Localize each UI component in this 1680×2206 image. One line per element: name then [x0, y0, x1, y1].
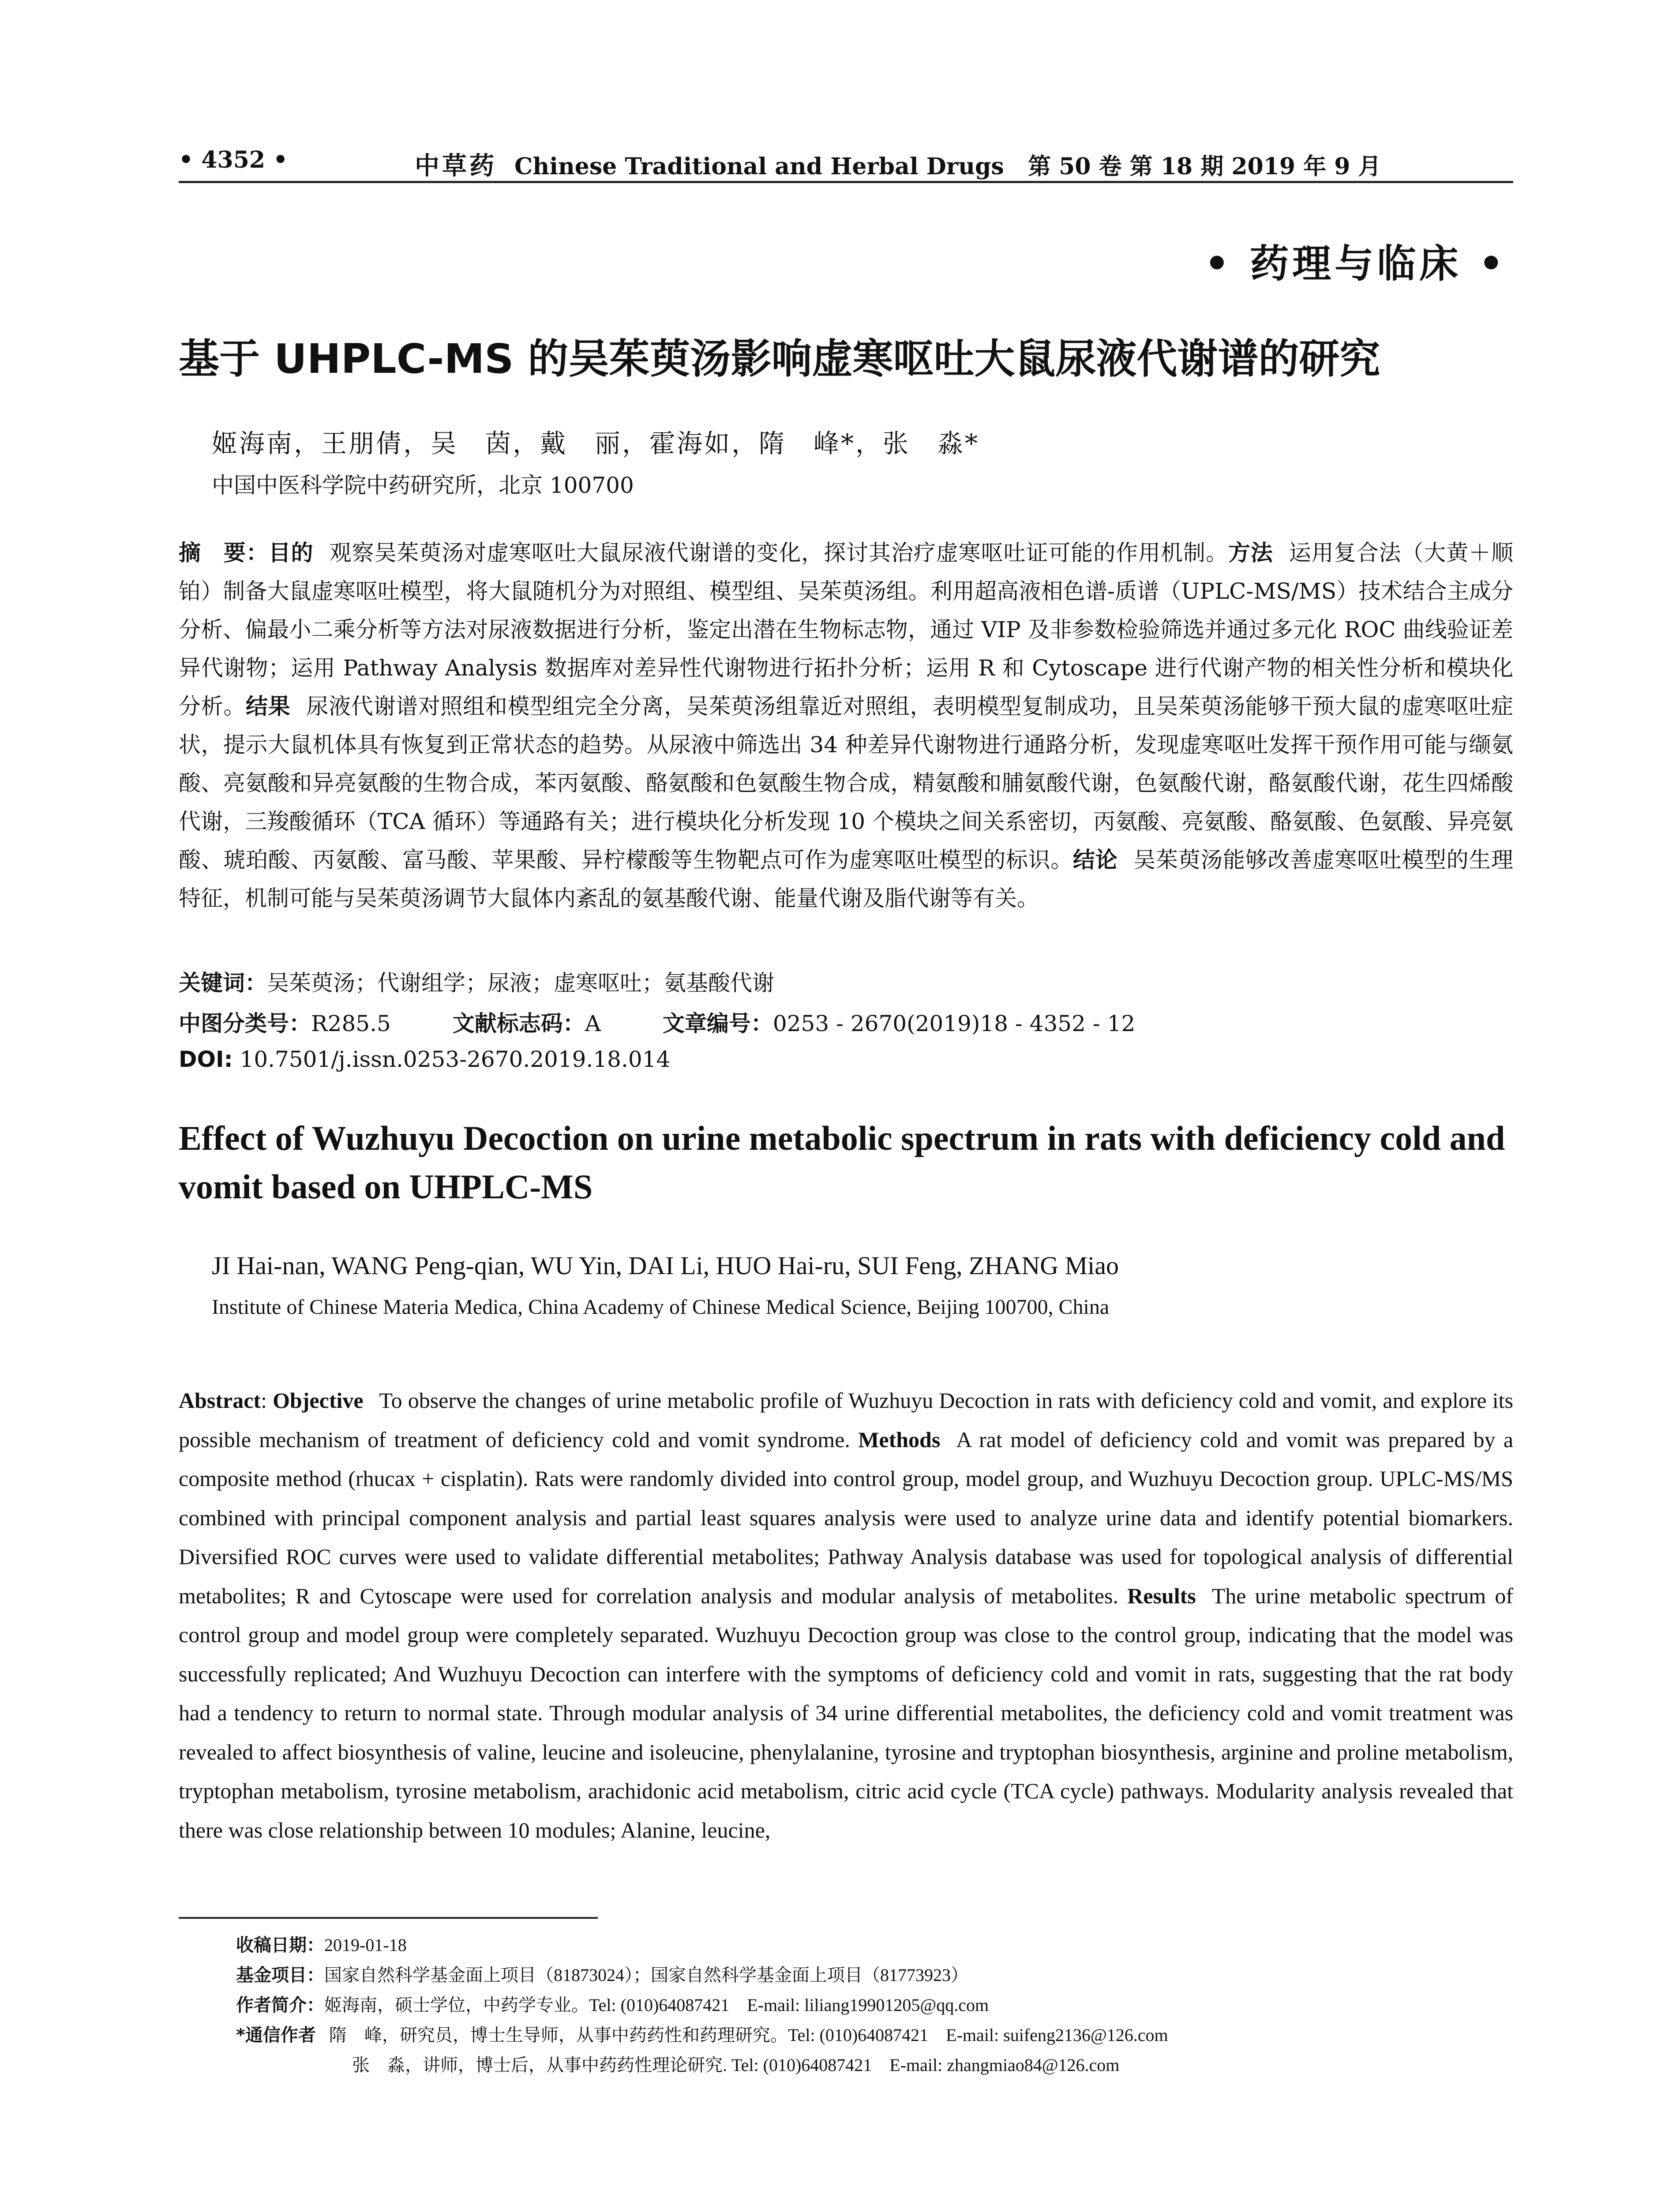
issue-info: 第 50 卷 第 18 期 2019 年 9 月: [1028, 153, 1381, 180]
classification-line: [179, 1006, 1135, 1038]
doi-line: [179, 1047, 670, 1072]
objective-en: To observe the changes of urine metabolic profile of Wuzhuyu Decoction in rats with deficiency cold and vomit, and explore its possible mechanism of treatment of deficiency cold and vomit syndrome.: [179, 1388, 1513, 1452]
footnote-corresponding-2: [236, 2050, 1168, 2080]
doi-label: DOI:: [179, 1047, 233, 1072]
fund-text: 国家自然科学基金面上项目（81873024）；国家自然科学基金面上项目（81773923）: [324, 1965, 968, 1985]
objective-cn: 观察吴茱萸汤对虚寒呕吐大鼠尿液代谢谱的变化，探讨其治疗虚寒呕吐证可能的作用机制。: [329, 540, 1228, 566]
keywords-cn: [179, 965, 774, 997]
bio-label: 作者简介：: [236, 1995, 324, 2015]
bio-text: 姬海南，硕士学位，中药学专业。Tel: (010)64087421 E-mail: liliang19901205@qq.com: [324, 1995, 989, 2015]
article-number-label: 文章编号：: [662, 1011, 773, 1036]
abstract-en: Abstract: Objective To observe the changes of urine metabolic profile of Wuzhuyu Decoction in rats with deficiency cold and vomit, and explore its possible mechanism of treatment of deficiency cold and vomit syndrome. Methods A rat model of deficiency cold and vomit was prepared by a composite method (rhucax + cisplatin). Rats were randomly divided into control group, model group, and Wuzhuyu Decoction group. UPLC-MS/MS combined with principal component analysis and partial least squares analysis were used to analyze urine data and identify potential biomarkers. Diversified ROC curves were used to validate differential metabolites; Pathway Analysis database was used for topological analysis of differential metabolites; R and Cytoscape were used for correlation analysis and modular analysis of metabolites. Results The urine metabolic spectrum of control group and model group were completely separated. Wuzhuyu Decoction group was close to the control group, indicating that the model was successfully replicated; And Wuzhuyu Decoction can interfere with the symptoms of deficiency cold and vomit in rats, suggesting that the rat body had a tendency to return to normal state. Through modular analysis of 34 urine differential metabolites, the deficiency cold and vomit treatment was revealed to affect biosynthesis of valine, leucine and isoleucine, phenylalanine, tyrosine and tryptophan biosynthesis, arginine and proline metabolism, tryptophan metabolism, tyrosine metabolism, arachidonic acid metabolism, citric acid cycle (TCA cycle) pathways. Modularity analysis revealed that there was close relationship between 10 modules; Alanine, leucine,: [179, 1388, 1514, 1842]
footnote-received: [236, 1930, 1168, 1960]
journal-name-en: Chinese Traditional and Herbal Drugs: [514, 153, 1004, 180]
conclusion-cn: 吴茱萸汤能够改善虚寒呕吐模型的生理特征，机制可能与吴茱萸汤调节大鼠体内紊乱的氨基酸代谢、能量代谢及脂代谢等有关。: [179, 847, 1514, 911]
clc-label: 中图分类号：: [179, 1011, 311, 1036]
conclusion-cn-label: 结论: [1072, 847, 1118, 873]
abstract-cn: [179, 534, 1513, 918]
running-header: [179, 140, 1513, 183]
footnotes: [236, 1930, 1168, 2080]
footnote-bio: [236, 1990, 1168, 2020]
footnote-corresponding: [236, 2020, 1168, 2050]
methods-en: A rat model of deficiency cold and vomit was prepared by a composite method (rhucax + cisplatin). Rats were randomly divided into control group, model group, and Wuzhuyu Decoction group. UPLC-MS/MS combined with principal component analysis and partial least squares analysis were used to analyze urine data and identify potential biomarkers. Diversified ROC curves were used to validate differential metabolites; Pathway Analysis database was used for topological analysis of differential metabolites; R and Cytoscape were used for correlation analysis and modular analysis of metabolites.: [179, 1427, 1514, 1608]
results-cn: 尿液代谢谱对照组和模型组完全分离，吴茱萸汤组靠近对照组，表明模型复制成功，且吴茱萸汤能够干预大鼠的虚寒呕吐症状，提示大鼠机体具有恢复到正常状态的趋势。从尿液中筛选出 34 种差异代谢物进行通路分析，发现虚寒呕吐发挥干预作用可能与缬氨酸、亮氨酸和异亮氨酸的生物合成，苯丙氨酸、酪氨酸和色氨酸生物合成，精氨酸和脯氨酸代谢，色氨酸代谢，酪氨酸代谢，花生四烯酸代谢，三羧酸循环（TCA 循环）等通路有关；进行模块化分析发现 10 个模块之间关系密切，丙氨酸、亮氨酸、酪氨酸、色氨酸、异亮氨酸、琥珀酸、丙氨酸、富马酸、苹果酸、异柠檬酸等生物靶点可作为虚寒呕吐模型的标识。: [179, 694, 1514, 873]
title-cn: 基于 UHPLC-MS 的吴茱萸汤影响虚寒呕吐大鼠尿液代谢谱的研究: [179, 335, 1380, 383]
methods-en-label: Methods: [858, 1427, 941, 1452]
title-en: Effect of Wuzhuyu Decoction on urine metabolic spectrum in rats with deficiency cold and vomit based on UHPLC-MS: [179, 1119, 1505, 1206]
footnote-divider: [179, 1917, 598, 1919]
results-cn-label: 结果: [246, 694, 291, 719]
corresponding-author-2: 张 淼，讲师，博士后，从事中药药性理论研究. Tel: (010)64087421 E-mail: zhangmiao84@126.com: [352, 2055, 1120, 2075]
affiliation-en: Institute of Chinese Materia Medica, China Academy of Chinese Medical Science, Beijing 100700, China: [212, 1295, 1110, 1319]
doc-code-label: 文献标志码：: [452, 1011, 585, 1036]
section-label: • 药理与临床 •: [1204, 240, 1507, 286]
doc-code-value: A: [585, 1011, 601, 1036]
results-en-label: Results: [1127, 1583, 1196, 1608]
abstract-en-label: Abstract: [179, 1388, 261, 1413]
objective-cn-label: 目的: [268, 540, 314, 566]
journal-info: [415, 146, 1381, 182]
received-label: 收稿日期：: [236, 1935, 324, 1955]
fund-label: 基金项目：: [236, 1965, 324, 1985]
journal-name-cn: 中草药: [415, 151, 497, 180]
affiliation-cn: 中国中医科学院中药研究所，北京 100700: [212, 473, 634, 498]
corresponding-label: *通信作者: [236, 2025, 316, 2045]
abstract-cn-label: 摘 要：: [179, 540, 269, 566]
methods-cn: 运用复合法（大黄＋顺铂）制备大鼠虚寒呕吐模型，将大鼠随机分为对照组、模型组、吴茱萸汤组。利用超高液相色谱-质谱（UPLC-MS/MS）技术结合主成分分析、偏最小二乘分析等方法对尿液数据进行分析，鉴定出潜在生物标志物，通过 VIP 及非参数检验筛选并通过多元化 ROC 曲线验证差异代谢物；运用 Pathway Analysis 数据库对差异性代谢物进行拓扑分析；运用 R 和 Cytoscape 进行代谢产物的相关性分析和模块化分析。: [179, 540, 1514, 719]
doi-value[interactable]: 10.7501/j.issn.0253-2670.2019.18.014: [240, 1047, 671, 1072]
article-number-value: 0253 - 2670(2019)18 - 4352 - 12: [772, 1011, 1136, 1036]
objective-en-label: Objective: [273, 1388, 364, 1413]
keywords-cn-value: 吴茱萸汤；代谢组学；尿液；虚寒呕吐；氨基酸代谢: [267, 970, 774, 996]
page-number: • 4352 •: [179, 146, 288, 173]
results-en: The urine metabolic spectrum of control group and model group were completely separated. Wuzhuyu Decoction group was close to the control group, indicating that the model was successfully replicated; And Wuzhuyu Decoction can interfere with the symptoms of deficiency cold and vomit in rats, suggesting that the rat body had a tendency to return to normal state. Through modular analysis of 34 urine differential metabolites, the deficiency cold and vomit treatment was revealed to affect biosynthesis of valine, leucine and isoleucine, phenylalanine, tyrosine and tryptophan biosynthesis, arginine and proline metabolism, tryptophan metabolism, tyrosine metabolism, arachidonic acid metabolism, citric acid cycle (TCA cycle) pathways. Modularity analysis revealed that there was close relationship between 10 modules; Alanine, leucine,: [179, 1583, 1514, 1842]
methods-cn-label: 方法: [1228, 540, 1273, 566]
authors-en: JI Hai-nan, WANG Peng-qian, WU Yin, DAI Li, HUO Hai-ru, SUI Feng, ZHANG Miao: [212, 1251, 1119, 1280]
corresponding-author-1: 隋 峰，研究员，博士生导师，从事中药药性和药理研究。Tel: (010)64087421 E-mail: suifeng2136@126.com: [329, 2025, 1168, 2045]
keywords-cn-label: 关键词：: [179, 970, 267, 996]
clc-value: R285.5: [311, 1011, 391, 1036]
authors-cn: 姬海南，王朋倩，吴 茵，戴 丽，霍海如，隋 峰*，张 淼*: [212, 428, 980, 458]
received-date: 2019-01-18: [324, 1935, 407, 1955]
footnote-fund: [236, 1960, 1168, 1990]
